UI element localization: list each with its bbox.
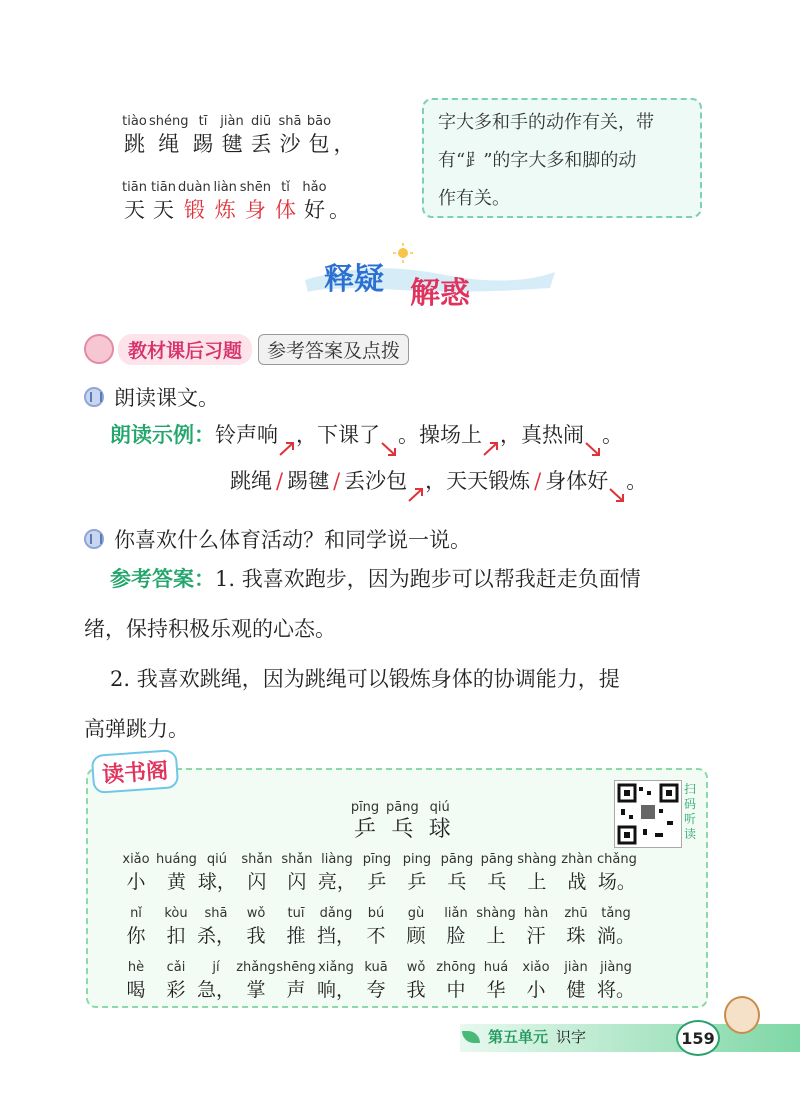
hanzi: 场。 [597,871,636,893]
pinyin-char [196,960,236,1004]
pinyin-char [386,800,419,844]
hanzi: 踢 [192,132,214,156]
pinyin: kòu [164,906,188,921]
pinyin: nǐ [130,906,142,921]
q1-seg: ，下课了 [296,423,380,447]
pinyin-char [120,114,149,158]
q1-heading-text: 朗读课文。 [114,386,219,410]
pinyin-char [120,180,149,224]
hanzi: 丢 [250,132,272,156]
hanzi: 掌 [246,979,266,1001]
footer-topic: 识字 [556,1028,587,1046]
hanzi: 乒 [367,871,387,893]
rising-tone-arrow-icon [407,474,425,492]
pinyin-char [397,852,437,896]
q2-a1-line1: 1. 我喜欢跑步，因为跑步可以帮我赶走负面情 [215,567,641,591]
rising-tone-arrow-icon [278,428,296,446]
page-number-badge [676,1020,720,1056]
pinyin-char [436,906,476,950]
pinyin: liǎn [444,906,468,921]
falling-tone-arrow-icon [380,428,398,446]
pinyin-char [556,960,596,1004]
hanzi: 包 [308,132,330,156]
pinyin: xiǎo [122,852,150,867]
pinyin: tǎng [601,906,631,921]
mascot-icon [724,996,760,1034]
hanzi: 乓 [447,871,467,893]
rising-tone-arrow-icon [482,428,500,446]
q1-heading [84,382,219,412]
pinyin-char [247,114,276,158]
q2-a1-line2: 绪，保持积极乐观的心态。 [84,617,336,641]
q1-seg: 。 [626,469,648,493]
hanzi: 淌。 [596,925,635,947]
hanzi: 跳 [124,132,145,156]
hanzi: 华 [486,979,506,1001]
hanzi: 沙 [279,132,301,156]
section-title-banner [300,250,560,311]
pinyin-char [218,114,247,158]
q1-example-line-1 [110,412,623,458]
pinyin: xiǎo [522,960,550,975]
bullet-icon [84,529,104,549]
pinyin-char [149,114,189,158]
q1-example-line-2 [230,458,647,504]
pinyin-char [316,906,356,950]
pause-slash: / [333,469,341,493]
q2-heading-text: 你喜欢什么体育活动？和同学说一说。 [114,528,471,552]
exercise-tag-label: 教材课后习题 [118,334,252,365]
page-number: 159 [681,1028,715,1048]
pinyin-char [276,114,305,158]
pinyin-char [356,906,396,950]
pinyin: tiān [122,180,147,195]
q1-seg: 铃声响 [215,423,278,447]
pinyin-char [596,960,636,1004]
reading-tag-label: 读书阁 [91,749,180,794]
hanzi: 乒 [407,871,427,893]
pinyin: pāng [440,852,474,867]
footer-unit: 第五单元 [488,1028,549,1046]
pinyin: zhǎng [236,960,276,975]
pinyin-char [477,852,517,896]
snail-icon [84,334,114,364]
hanzi: 我 [406,979,426,1001]
pinyin: duàn [178,180,211,195]
q1-label: 朗读示例： [110,423,215,447]
hanzi: 脸 [446,925,466,947]
pinyin-char [196,906,236,950]
hanzi: 急， [196,979,235,1001]
punct: 。 [328,198,356,222]
pinyin: shàng [517,852,557,867]
reading-poem-line [116,960,637,1004]
pinyin-char [236,906,276,950]
hanzi: 小 [126,871,146,893]
hanzi: 锻 [183,198,205,222]
hanzi: 声 [286,979,306,1001]
hanzi: 上 [486,925,506,947]
pinyin-char [396,906,436,950]
q2-heading [84,524,471,554]
pinyin: hǎo [302,180,327,195]
reading-poem-line [116,852,637,896]
section-title-b: 解惑 [410,276,470,311]
hanzi: 中 [446,979,466,1001]
pinyin: jiàn [564,960,588,975]
poem-top [120,114,361,224]
pinyin: hàn [523,906,549,921]
exercise-tag [84,332,409,366]
pinyin-char [156,960,196,1004]
pinyin: huá [483,960,509,975]
pinyin-char [557,852,597,896]
q2-answer [84,556,704,752]
pinyin: qiú [206,852,227,867]
hanzi: 响， [316,979,355,1001]
hanzi: 珠 [566,925,586,947]
pinyin-char [436,960,476,1004]
pinyin-char [317,852,357,896]
section-title-a: 释疑 [324,262,384,297]
reading-title [350,800,455,844]
qr-code[interactable] [614,780,682,848]
hanzi: 你 [126,925,146,947]
note-line-1: 字大多和手的动作有关，带 [438,112,654,133]
pinyin: zhū [564,906,588,921]
pinyin: jiàng [600,960,632,975]
pinyin: bāo [306,114,332,129]
pinyin: pāng [386,800,419,815]
hanzi: 亮， [317,871,356,893]
q1-seg: 踢毽 [287,469,330,493]
pinyin: huáng [156,852,197,867]
pinyin: shǎn [281,852,313,867]
pinyin: pāng [480,852,514,867]
hanzi: 闪 [247,871,267,893]
falling-tone-arrow-icon [584,428,602,446]
pinyin-char [236,960,276,1004]
hanzi: 小 [526,979,546,1001]
pinyin-char [149,180,178,224]
q1-seg: 。 [602,423,623,447]
hanzi: 汗 [526,925,546,947]
pinyin: cǎi [166,960,186,975]
pinyin: shēng [276,960,316,975]
hanzi: 上 [527,871,547,893]
pinyin-char [189,114,218,158]
pinyin: jiàn [220,114,244,129]
hanzi: 我 [246,925,266,947]
pinyin: wǒ [406,960,426,975]
leaf-icon [462,1031,480,1043]
sun-icon [392,242,414,264]
pinyin: tī [198,114,208,129]
falling-tone-arrow-icon [608,474,626,492]
pinyin: ping [402,852,432,867]
pinyin: xiǎng [318,960,354,975]
punct: ， [333,132,361,156]
pinyin-char [116,852,156,896]
pinyin: liàn [213,180,237,195]
pause-slash: / [276,469,284,493]
pinyin-char [597,852,637,896]
q2-a2-line1: 2. 我喜欢跳绳，因为跳绳可以锻炼身体的协调能力，提 [110,667,620,691]
q1-seg: ，天天锻炼 [425,469,531,493]
pinyin-char [357,852,397,896]
hanzi: 天 [153,198,174,222]
hanzi: 球 [428,817,451,842]
pinyin: wǒ [246,906,266,921]
pinyin: qiú [429,800,450,815]
hanzi: 体 [274,198,296,222]
hanzi: 炼 [214,198,236,222]
pinyin: tiào [122,114,147,129]
pinyin-char [350,800,380,844]
pinyin-char [178,180,211,224]
hanzi: 推 [286,925,306,947]
hanzi: 闪 [287,871,307,893]
pinyin-char [516,960,556,1004]
pinyin: tuī [287,906,305,921]
pinyin: jí [212,960,220,975]
pinyin-char [356,960,396,1004]
reading-poem-line [116,906,637,950]
q1-seg: 跳绳 [230,469,272,493]
hanzi: 夸 [366,979,386,1001]
q1-seg: ，真热闹 [500,423,584,447]
pinyin: zhàn [561,852,593,867]
pinyin-char [300,180,329,224]
pinyin-char [156,852,197,896]
hanzi: 将。 [596,979,635,1001]
hanzi: 身 [244,198,266,222]
pinyin-char [240,180,271,224]
reading-tag [92,752,178,791]
pinyin-char [276,960,316,1004]
pinyin-char [305,114,334,158]
pinyin: bú [367,906,385,921]
pinyin-char [437,852,477,896]
pinyin: tiān [151,180,176,195]
pinyin: zhōng [436,960,476,975]
hanzi: 杀， [196,925,235,947]
hanzi: 喝 [126,979,146,1001]
pinyin-char [596,906,636,950]
pinyin-char [425,800,455,844]
hanzi: 不 [366,925,386,947]
hanzi: 天 [124,198,145,222]
hanzi: 绳 [158,132,180,156]
hanzi: 彩 [166,979,186,1001]
hanzi: 好 [303,198,325,222]
poem-line-1 [120,114,361,158]
q1-seg: 。操场上 [398,423,482,447]
pinyin-char [116,906,156,950]
exercise-tag-sub: 参考答案及点拨 [258,334,409,365]
pinyin-char [156,906,196,950]
hanzi: 挡， [316,925,355,947]
q1-seg: 身体好 [545,469,609,493]
pinyin-char [116,960,156,1004]
hanzi: 毽 [221,132,243,156]
pause-slash: / [534,469,542,493]
pinyin: chǎng [597,852,637,867]
pinyin-char [517,852,557,896]
pinyin-char [277,852,317,896]
pinyin: hè [127,960,145,975]
pinyin-char [276,906,316,950]
pinyin: pīng [350,800,380,815]
note-line-3: 作有关。 [438,188,510,209]
q1-seg: 丢沙包 [344,469,408,493]
pinyin: diū [250,114,272,129]
pinyin-char [211,180,240,224]
pinyin-char [271,180,300,224]
footer [462,1026,586,1047]
pinyin: shā [278,114,302,129]
hanzi: 球， [197,871,236,893]
pinyin-char [237,852,277,896]
pinyin-char [556,906,596,950]
hanzi: 乓 [487,871,507,893]
pinyin: shā [204,906,228,921]
bullet-icon [84,387,104,407]
hanzi: 乒 [353,817,376,842]
reading-poem [116,852,637,1014]
q2-a2-line2: 高弹跳力。 [84,717,189,741]
hanzi: 乓 [391,817,414,842]
pinyin: gù [407,906,425,921]
pinyin: liàng [321,852,353,867]
pinyin-char [476,960,516,1004]
pinyin: tǐ [281,180,290,195]
hanzi: 顾 [406,925,426,947]
hanzi: 战 [567,871,587,893]
pinyin-char [516,906,556,950]
hanzi: 扣 [166,925,186,947]
pinyin-char [316,960,356,1004]
pinyin: pīng [362,852,392,867]
q2-label: 参考答案： [110,567,215,591]
note-line-2: 有“⻊”的字大多和脚的动 [438,150,637,171]
pinyin-char [476,906,516,950]
pinyin: shéng [149,114,189,129]
pinyin-char [197,852,237,896]
pinyin: dǎng [319,906,353,921]
hanzi: 健 [566,979,586,1001]
hanzi: 黄 [166,871,186,893]
note-box [422,98,702,218]
qr-code-icon [615,781,681,847]
qr-caption: 扫码听读 [684,782,697,841]
pinyin: shǎn [241,852,273,867]
pinyin-char [396,960,436,1004]
pinyin: kuā [364,960,388,975]
pinyin: shàng [476,906,516,921]
pinyin: shēn [239,180,271,195]
poem-line-2 [120,180,361,224]
